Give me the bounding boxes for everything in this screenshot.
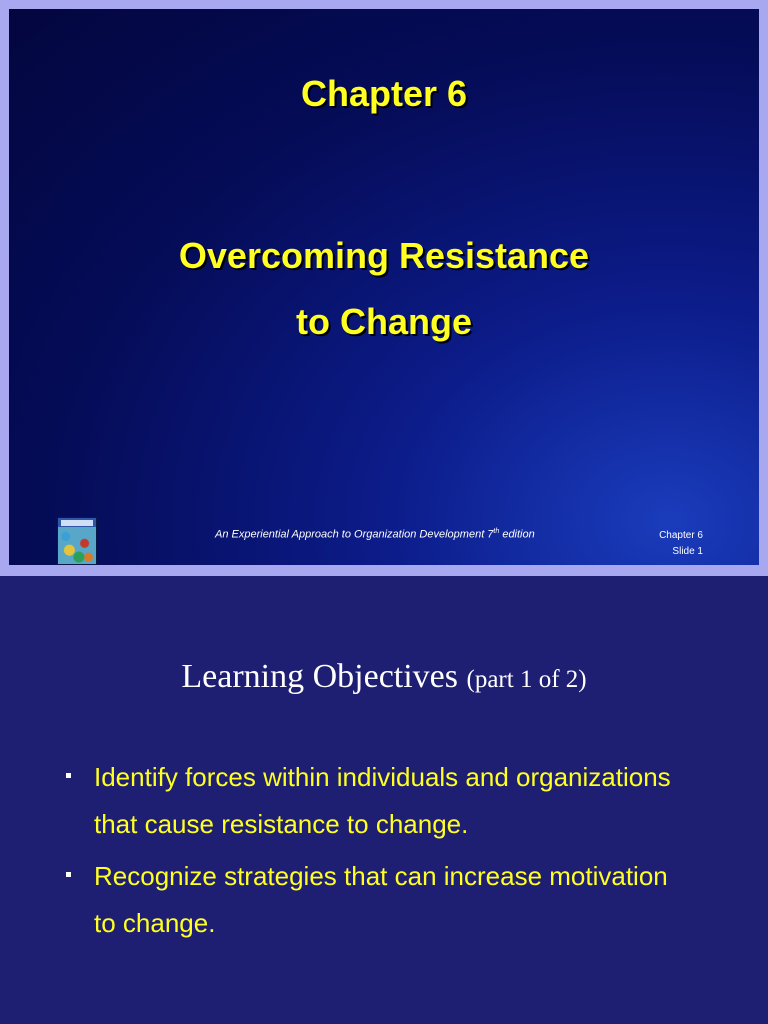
- slide-number-label: Slide 1: [672, 546, 703, 557]
- book-cover-icon: [57, 517, 97, 565]
- slide-title: Chapter 6: [300, 73, 468, 114]
- list-item-text: Identify forces within individuals and organizations that cause resistance to change.: [94, 762, 671, 839]
- heading-part-label: (part 1 of 2): [466, 666, 587, 693]
- slide-1: [9, 9, 759, 565]
- book-title-band: [61, 520, 93, 526]
- list-item: [62, 853, 682, 947]
- learning-objectives-heading: [0, 658, 768, 696]
- chapter-label: Chapter 6: [659, 530, 703, 541]
- square-bullet-icon: [66, 773, 71, 778]
- slide-2: [0, 576, 768, 1024]
- list-item: [62, 754, 682, 848]
- footer-superscript: th: [493, 528, 500, 535]
- slide-footer: [215, 528, 535, 541]
- slide-subtitle: [9, 223, 759, 355]
- chapter-slide-tag: [659, 528, 703, 560]
- objectives-list: [62, 754, 682, 952]
- heading-text: Learning Objectives: [181, 658, 459, 695]
- square-bullet-icon: [66, 872, 71, 877]
- subtitle-line-2: to Change: [296, 301, 472, 342]
- subtitle-line-1: Overcoming Resistance: [178, 235, 590, 276]
- footer-edition: edition: [499, 528, 535, 541]
- footer-text: An Experiential Approach to Organization Development 7: [215, 528, 494, 541]
- list-item-text: Recognize strategies that can increase motivation to change.: [94, 861, 668, 938]
